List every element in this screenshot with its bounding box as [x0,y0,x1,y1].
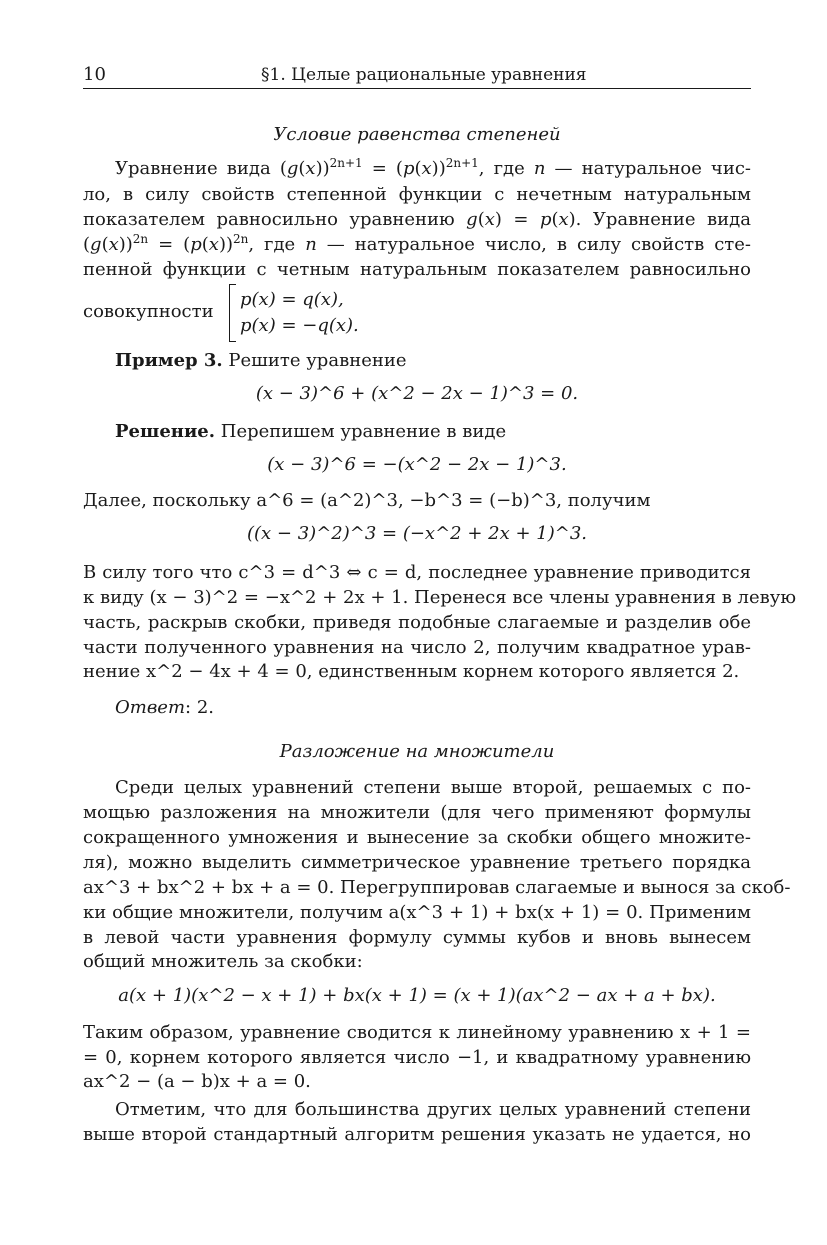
display-equation: (x − 3)^6 + (x^2 − 2x − 1)^3 = 0. [255,383,579,404]
paragraph-line: нение x^2 − 4x + 4 = 0, единственным корнем которого является 2. [83,661,740,682]
example-heading: Пример 3. Решите уравнение [115,350,407,371]
paragraph-line: ax^3 + bx^2 + bx + a = 0. Перегруппировав слагаемые и вынося за скоб- [83,877,791,898]
paragraph-line: Отметим, что для большинства других целых уравнений степени [115,1099,751,1120]
paragraph-line: выше второй стандартный алгоритм решения указать не удается, но [83,1124,751,1145]
paragraph-line: Среди целых уравнений степени выше второй, решаемых с по- [115,777,751,798]
display-equation: ((x − 3)^2)^3 = (−x^2 + 2x + 1)^3. [247,523,587,544]
solution-heading: Решение. Перепишем уравнение в виде [115,421,507,442]
example-label: Пример 3. [115,350,223,371]
paragraph-line: В силу того что c^3 = d^3 ⇔ c = d, последнее уравнение приводится [83,562,751,583]
answer-line: Ответ: 2. [115,697,214,718]
section-title-powers: Условие равенства степеней [273,124,561,145]
page-number: 10 [83,64,106,85]
paragraph-line: показателем равносильно уравнению g(x) = p(x). Уравнение вида [83,209,751,230]
paragraph-line: к виду (x − 3)^2 = −x^2 + 2x + 1. Перенеся все члены уравнения в левую [83,587,797,608]
system-eq-1: p(x) = q(x), [240,289,344,310]
paragraph-line: $(g(x))^{2n} = (p(x))^{2n}$, где n — натуральное число, в силу свойств сте- [83,232,751,255]
running-title: §1. Целые рациональные уравнения [261,65,587,85]
paragraph-line: в левой части уравнения формулу суммы кубов и вновь вынесем [83,927,751,948]
paragraph-line: пенной функции с четным натуральным показателем равносильно [83,259,751,280]
paragraph-line: мощью разложения на множители (для чего применяют формулы [83,802,751,823]
paragraph-line: ля), можно выделить симметрическое уравнение третьего порядка [83,852,751,873]
paragraph-line: Уравнение вида $(g(x))^{2n+1} = (p(x))^{2n+1}$, где n — натуральное чис- [115,156,751,179]
display-equation: a(x + 1)(x^2 − x + 1) + bx(x + 1) = (x + 1)(ax^2 − ax + a + bx). [118,985,716,1006]
paragraph-line: часть, раскрыв скобки, приведя подобные слагаемые и разделив обе [83,612,751,633]
display-equation: (x − 3)^6 = −(x^2 − 2x − 1)^3. [267,454,567,475]
system-bracket [229,284,236,342]
paragraph-line: ло, в силу свойств степенной функции с нечетным натуральным [83,184,751,205]
paragraph-line: Таким образом, уравнение сводится к линейному уравнению x + 1 = [83,1022,751,1043]
answer-label: Ответ [115,697,186,718]
solution-label: Решение. [115,421,216,442]
paragraph-line: Далее, поскольку a^6 = (a^2)^3, −b^3 = (−b)^3, получим [83,490,651,511]
system-eq-2: p(x) = −q(x). [240,315,359,336]
section-title-factoring: Разложение на множители [279,741,555,762]
page-header [83,62,751,89]
paragraph-line: части полученного уравнения на число 2, получим квадратное урав- [83,637,751,658]
paragraph-line: сокращенного умножения и вынесение за скобки общего множите- [83,827,751,848]
paragraph-line: = 0, корнем которого является число −1, и квадратному уравнению [83,1047,751,1068]
paragraph-line: ки общие множители, получим a(x^3 + 1) + bx(x + 1) = 0. Применим [83,902,751,923]
paragraph-line: общий множитель за скобки: [83,951,363,972]
paragraph-line: ax^2 − (a − b)x + a = 0. [83,1071,311,1092]
paragraph-line: совокупности [83,301,214,322]
